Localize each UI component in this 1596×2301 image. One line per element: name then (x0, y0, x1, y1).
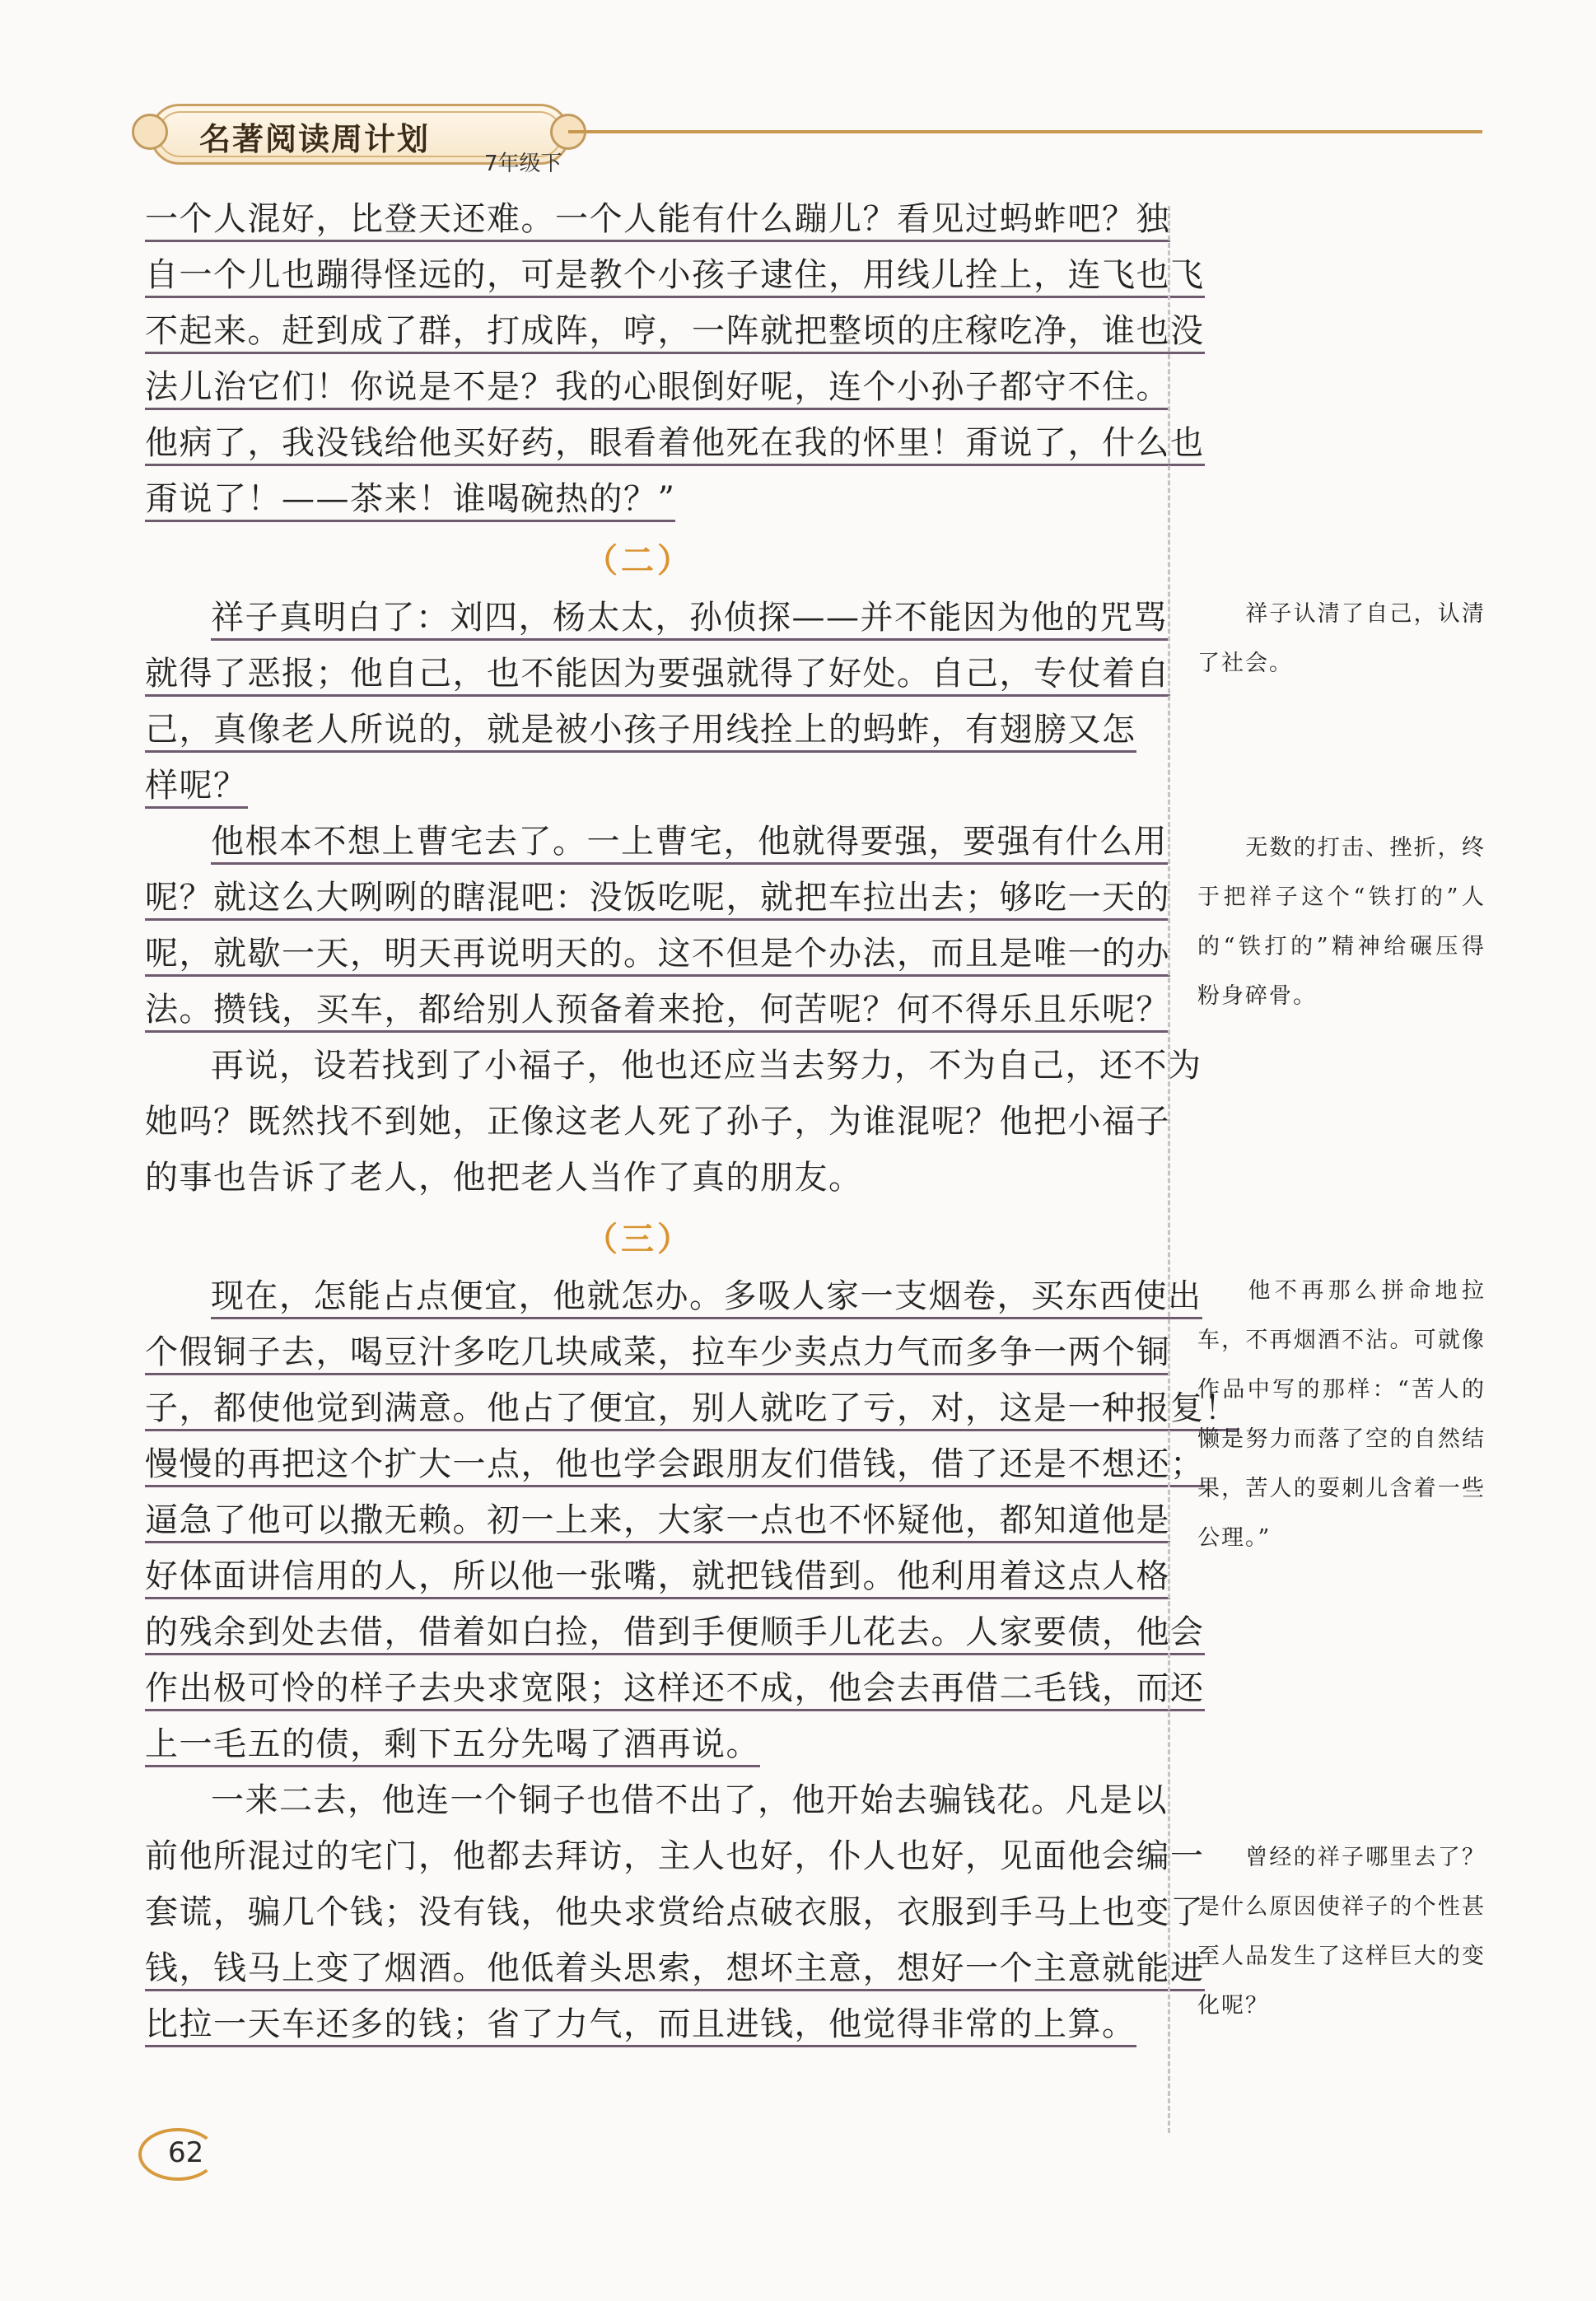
text-line: 的残余到处去借，借着如白捡，借到手便顺手儿花去。人家要债，他会 (145, 1608, 1133, 1664)
scroll-ornament-left-icon (132, 114, 168, 150)
header-rule (568, 130, 1482, 133)
section-heading-two: （二） (585, 541, 693, 580)
section-heading-three: （三） (585, 1220, 693, 1258)
text-line: 法儿治它们！你说是不是？我的心眼倒好呢，连个小孙子都守不住。 (145, 362, 1133, 418)
text-line: 他根本不想上曹宅去了。一上曹宅，他就得要强，要强有什么用 (145, 817, 1133, 873)
main-text-column (145, 194, 1239, 2056)
text-line: 的事也告诉了老人，他把老人当作了真的朋友。 (145, 1159, 863, 1197)
text-line: 逼急了他可以撒无赖。初一上来，大家一点也不怀疑他，都知道他是 (145, 1496, 1133, 1552)
book-series-title: 名著阅读周计划 (199, 121, 431, 157)
text-line: 法。攒钱，买车，都给别人预备着来抢，何苦呢？何不得乐且乐呢？ (145, 985, 1133, 1041)
text-line: 样呢？ (145, 761, 1133, 817)
text-line: 现在，怎能占点便宜，他就怎办。多吸人家一支烟卷，买东西使出 (145, 1272, 1133, 1328)
text-line: 呢？就这么大咧咧的瞎混吧：没饭吃呢，就把车拉出去；够吃一天的 (145, 873, 1133, 929)
margin-note-4: 曾经的祥子哪里去了？是什么原因使祥子的个性甚至人品发生了这样巨大的变化呢？ (1197, 1845, 1486, 2019)
text-line: 不起来。赶到成了群，打成阵，哼，一阵就把整顷的庄稼吃净，谁也没 (145, 306, 1133, 362)
text-line: 前他所混过的宅门，他都去拜访，主人也好，仆人也好，见面他会编一 (145, 1837, 1205, 1875)
text-line: 好体面讲信用的人，所以他一张嘴，就把钱借到。他利用着这点人格 (145, 1552, 1133, 1608)
text-line: 套谎，骗几个钱；没有钱，他央求赏给点破衣服，衣服到手马上也变了 (145, 1893, 1205, 1931)
page-header (132, 97, 1482, 176)
text-line: 作出极可怜的样子去央求宽限；这样还不成，他会去再借二毛钱，而还 (145, 1664, 1133, 1720)
text-line: 比拉一天车还多的钱；省了力气，而且进钱，他觉得非常的上算。 (145, 2000, 1133, 2056)
text-line: 己，真像老人所说的，就是被小孩子用线拴上的蚂蚱，有翅膀又怎 (145, 705, 1133, 761)
margin-note-1: 祥子认清了自己，认清了社会。 (1197, 601, 1486, 676)
text-line: 再说，设若找到了小福子，他也还应当去努力，不为自己，还不为 (211, 1047, 1202, 1085)
text-line: 呢，就歇一天，明天再说明天的。这不但是个办法，而且是唯一的办 (145, 929, 1133, 985)
text-line: 祥子真明白了：刘四，杨太太，孙侦探——并不能因为他的咒骂 (145, 593, 1133, 649)
text-line: 钱，钱马上变了烟酒。他低着头思索，想坏主意，想好一个主意就能进 (145, 1944, 1133, 2000)
text-line: 子，都使他觉到满意。他占了便宜，别人就吃了亏，对，这是一种报复！ (145, 1384, 1133, 1440)
text-line: 他病了，我没钱给他买好药，眼看着他死在我的怀里！甭说了，什么也 (145, 418, 1133, 474)
text-line: 她吗？既然找不到她，正像这老人死了孙子，为谁混呢？他把小福子 (145, 1103, 1170, 1141)
grade-label: 7年级下 (484, 152, 562, 176)
text-line: 就得了恶报；他自己，也不能因为要强就得了好处。自己，专仗着自 (145, 649, 1133, 705)
text-line: 自一个儿也蹦得怪远的，可是教个小孩子逮住，用线儿拴上，连飞也飞 (145, 250, 1133, 306)
page-number: 62 (138, 2126, 229, 2184)
text-line: 甭说了！——茶来！谁喝碗热的？” (145, 474, 1133, 530)
text-line: 上一毛五的债，剩下五分先喝了酒再说。 (145, 1720, 1133, 1776)
margin-note-3: 他不再那么拼命地拉车，不再烟酒不沾。可就像作品中写的那样：“苦人的懒是努力而落了空的自然结果，苦人的耍刺儿含着一些公理。” (1197, 1278, 1486, 1551)
margin-divider (1168, 206, 1170, 2133)
text-line: 一个人混好，比登天还难。一个人能有什么蹦儿？看见过蚂蚱吧？独 (145, 194, 1133, 250)
text-line: 个假铜子去，喝豆汁多吃几块咸菜，拉车少卖点力气而多争一两个铜 (145, 1328, 1133, 1384)
text-line: 慢慢的再把这个扩大一点，他也学会跟朋友们借钱，借了还是不想还； (145, 1440, 1133, 1496)
margin-note-2: 无数的打击、挫折，终于把祥子这个“铁打的”人的“铁打的”精神给碾压得粉身碎骨。 (1197, 835, 1486, 1009)
text-line: 一来二去，他连一个铜子也借不出了，他开始去骗钱花。凡是以 (211, 1781, 1168, 1819)
